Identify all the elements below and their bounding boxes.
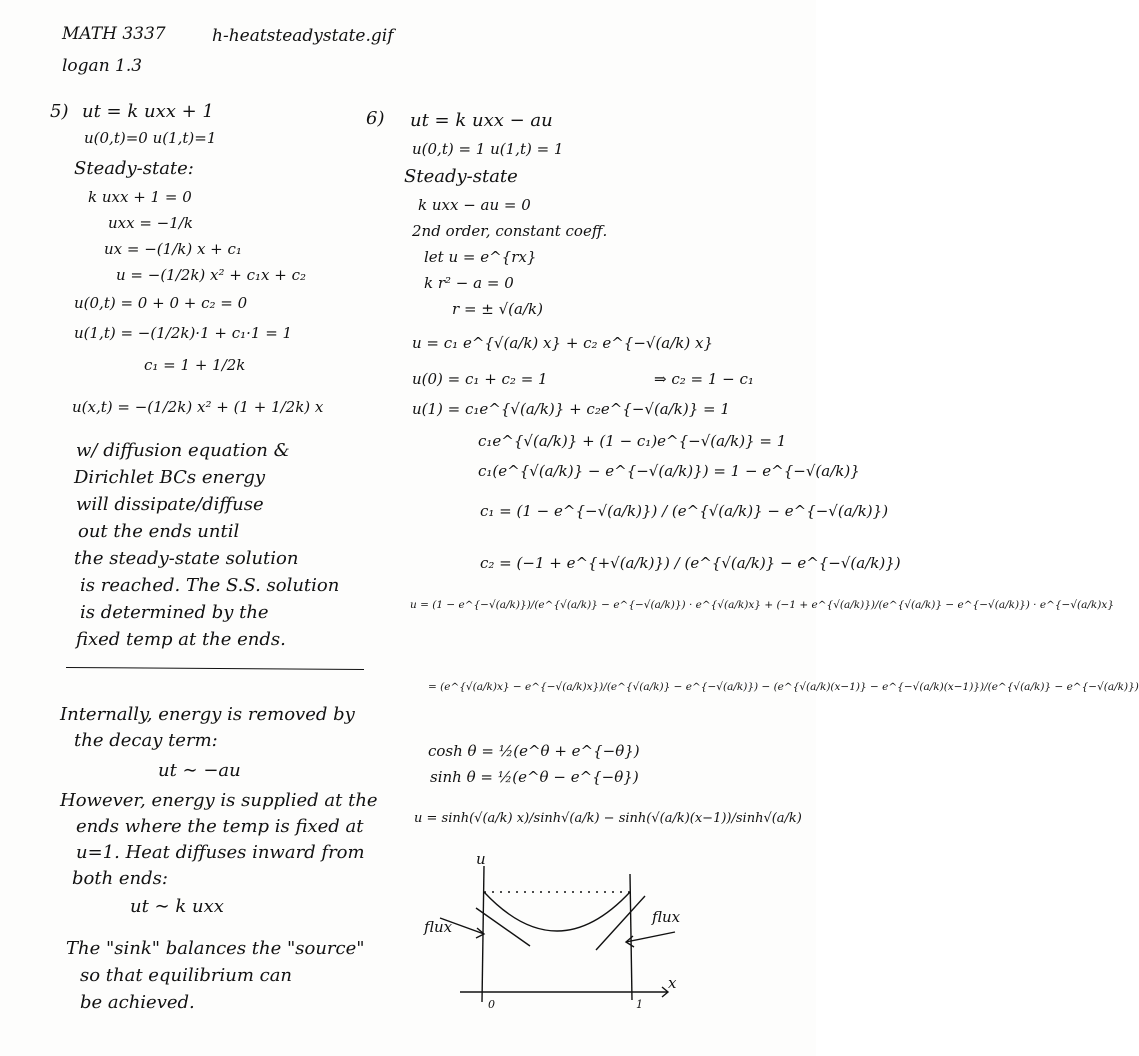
p6-c2: c₂ = (−1 + e^{+√(a/k)}) / (e^{√(a/k)} − e^{−√(a/k)}) — [480, 554, 901, 572]
p6-step-5: r = ± √(a/k) — [452, 300, 543, 318]
problem6-bcs: u(0,t) = 1 u(1,t) = 1 — [412, 140, 564, 158]
p6-bc1: u(1) = c₁e^{√(a/k)} + c₂e^{−√(a/k)} = 1 — [412, 400, 730, 418]
p6-u-full: u = (1 − e^{−√(a/k)})/(e^{√(a/k)} − e^{−√(a/k)}) · e^{√(a/k)x} + (−1 + e^{√(a/k)})/(e^{√(a/k)} − e^{−√(a/k)}) · e^{−√(a/k)x} — [410, 599, 1114, 611]
disc-eq-2: ut ∼ k uxx — [130, 896, 224, 917]
p6-sub-2: c₁(e^{√(a/k)} − e^{−√(a/k)}) = 1 − e^{−√(a/k)} — [478, 462, 860, 480]
p5-expl-3: will dissipate/diffuse — [76, 494, 264, 515]
p6-sub-1: c₁e^{√(a/k)} + (1 − c₁)e^{−√(a/k)} = 1 — [478, 432, 787, 450]
p5-step-2: uxx = −1/k — [108, 214, 193, 232]
sketch-tick-0: 0 — [488, 998, 495, 1011]
p6-general-solution: u = c₁ e^{√(a/k) x} + c₂ e^{−√(a/k) x} — [412, 334, 714, 352]
disc-line-8: so that equilibrium can — [80, 965, 293, 986]
p6-final-solution: u = sinh(√(a/k) x)/sinh√(a/k) − sinh(√(a/k)(x−1))/sinh√(a/k) — [414, 811, 802, 826]
slope-mark-left — [476, 908, 530, 946]
p5-expl-8: fixed temp at the ends. — [76, 629, 286, 650]
p5-expl-4: out the ends until — [78, 521, 240, 542]
disc-line-5: u=1. Heat diffuses inward from — [76, 842, 365, 863]
problem5-heading: Steady-state: — [74, 158, 194, 179]
p6-step-3: let u = e^{rx} — [424, 248, 537, 266]
disc-line-1: Internally, energy is removed by — [60, 704, 355, 725]
steady-state-curve — [484, 892, 630, 931]
p5-solution: u(x,t) = −(1/2k) x² + (1 + 1/2k) x — [72, 398, 324, 416]
section-divider — [66, 667, 364, 670]
sketch-axis-u: u — [476, 850, 486, 868]
sketch-flux-right: flux — [652, 908, 681, 926]
p6-step-2: 2nd order, constant coeff. — [412, 222, 608, 240]
sketch-flux-left: flux — [424, 918, 453, 936]
p5-step-6: u(1,t) = −(1/2k)·1 + c₁·1 = 1 — [74, 324, 293, 342]
sketch-tick-1: 1 — [636, 998, 643, 1011]
disc-line-4: ends where the temp is fixed at — [76, 816, 364, 837]
disc-line-6: both ends: — [72, 868, 168, 889]
flux-right-arrow — [626, 932, 675, 942]
disc-eq-1: ut ∼ −au — [158, 760, 241, 781]
p5-step-4: u = −(1/2k) x² + c₁x + c₂ — [116, 266, 307, 284]
course-label: MATH 3337 — [62, 24, 166, 44]
p5-step-3: ux = −(1/k) x + c₁ — [104, 240, 242, 258]
p5-expl-2: Dirichlet BCs energy — [74, 467, 266, 488]
p5-expl-5: the steady-state solution — [74, 548, 299, 569]
disc-line-9: be achieved. — [80, 992, 195, 1013]
problem6-pde: ut = k uxx − au — [410, 110, 553, 131]
problem6-heading: Steady-state — [404, 166, 518, 187]
file-name: h-heatsteadystate.gif — [212, 26, 394, 46]
disc-line-2: the decay term: — [74, 730, 218, 751]
disc-line-7: The "sink" balances the "source" — [66, 938, 365, 959]
p6-bc0-result: ⇒ c₂ = 1 − c₁ — [654, 370, 754, 388]
p6-step-1: k uxx − au = 0 — [418, 196, 531, 214]
p6-c1: c₁ = (1 − e^{−√(a/k)}) / (e^{√(a/k)} − e^{−√(a/k)}) — [480, 502, 889, 520]
problem5-label: 5) — [50, 101, 69, 122]
sketch-axis-x: x — [668, 974, 677, 992]
problem5-pde: ut = k uxx + 1 — [82, 101, 214, 122]
problem5-bcs: u(0,t)=0 u(1,t)=1 — [84, 129, 217, 147]
p5-expl-7: is determined by the — [80, 602, 269, 623]
p5-step-1: k uxx + 1 = 0 — [88, 188, 192, 206]
p5-step-7: c₁ = 1 + 1/2k — [144, 356, 246, 374]
p6-sinh-def: sinh θ = ½(e^θ − e^{−θ}) — [430, 768, 639, 786]
p6-cosh-def: cosh θ = ½(e^θ + e^{−θ}) — [428, 742, 640, 760]
problem6-label: 6) — [366, 108, 385, 129]
p6-bc0: u(0) = c₁ + c₂ = 1 — [412, 370, 548, 388]
p6-step-4: k r² − a = 0 — [424, 274, 514, 292]
p5-expl-1: w/ diffusion equation & — [76, 440, 290, 461]
disc-line-3: However, energy is supplied at the — [60, 790, 378, 811]
p5-expl-6: is reached. The S.S. solution — [80, 575, 340, 596]
reference-label: logan 1.3 — [62, 56, 143, 76]
p5-step-5: u(0,t) = 0 + 0 + c₂ = 0 — [74, 294, 248, 312]
steady-state-sketch — [420, 852, 720, 1012]
slope-mark-right — [596, 896, 645, 950]
p6-u-regroup: = (e^{√(a/k)x} − e^{−√(a/k)x})/(e^{√(a/k)} − e^{−√(a/k)}) − (e^{√(a/k)(x−1)} − e^{−√(a/k)(x−1)})/(e^{√(a/k)} − e^{−√(a/k)}) — [428, 681, 1139, 693]
